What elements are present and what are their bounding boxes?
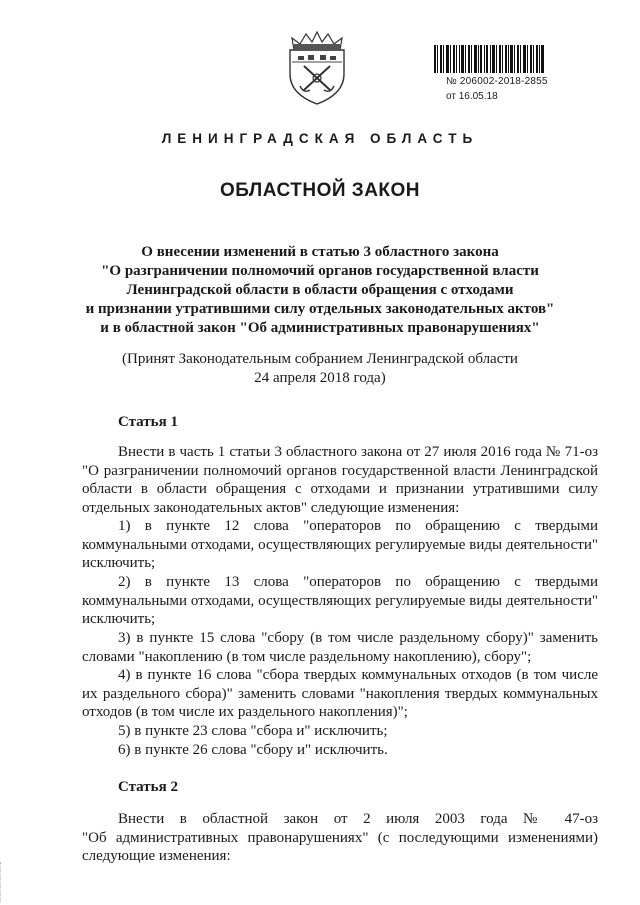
registration-date: от 16.05.18	[446, 91, 498, 102]
barcode-icon	[434, 45, 544, 73]
article-1-item-1	[82, 517, 598, 573]
article-1-intro	[82, 443, 598, 517]
text-line: 5) в пункте 23 слова "сбора и" исключить;	[118, 723, 388, 739]
text-line: их раздельного сбора)" заменить словами "накопления твердых коммунальных	[82, 685, 598, 702]
law-title-line: "О разграничении полномочий органов государственной власти	[101, 263, 539, 279]
article-1-item-2	[82, 573, 598, 629]
text-line: отходов (в том числе их раздельного накопления)";	[82, 704, 408, 721]
text-line: коммунальными отходами, осуществляющих регулируемые виды деятельности"	[82, 592, 598, 609]
text-line: 1) в пункте 12 слова "операторов по обращению с твердыми	[118, 518, 598, 534]
registration-number: № 206002-2018-2855	[446, 76, 548, 87]
text-line: 6) в пункте 26 слова "сбору и" исключить.	[118, 742, 388, 758]
law-title	[60, 243, 580, 338]
text-line: 2) в пункте 13 слова "операторов по обращению с твердыми	[118, 574, 598, 590]
law-title-line: и в областной закон "Об административных правонарушениях"	[100, 320, 540, 336]
text-line: коммунальными отходами, осуществляющих регулируемые виды деятельности"	[82, 536, 598, 553]
text-line: "Об административных правонарушениях" (с последующими изменениями)	[82, 829, 598, 846]
law-title-line: Ленинградской области в области обращения с отходами	[126, 282, 514, 298]
article-1-item-3	[82, 629, 598, 666]
text-line: 4) в пункте 16 слова "сбора твердых коммунальных отходов (в том числе	[118, 667, 598, 683]
adoption-note	[60, 350, 580, 388]
text-line: 3) в пункте 15 слова "сбору (в том числе раздельному сбору)" заменить	[118, 630, 598, 646]
law-title-line: О внесении изменений в статью 3 областного закона	[141, 244, 499, 260]
article-1-item-6	[82, 741, 598, 760]
law-title-line: и признании утратившими силу отдельных законодательных актов"	[85, 301, 555, 317]
text-line: словами "накоплению (в том числе раздельному накоплению), сбору";	[82, 648, 532, 665]
text-line: следующие изменения:	[82, 848, 231, 865]
text-line: отдельных законодательных актов" следующие изменения:	[82, 499, 460, 516]
article-2-heading: Статья 2	[118, 779, 178, 795]
text-line: Внести в часть 1 статьи 3 областного закона от 27 июля 2016 года № 71-оз	[118, 444, 598, 460]
article-1-item-5	[82, 722, 598, 741]
adoption-note-line: (Принят Законодательным собранием Ленинградской области	[122, 351, 518, 367]
text-line: исключить;	[82, 555, 156, 572]
law-type-heading: ОБЛАСТНОЙ ЗАКОН	[219, 180, 421, 201]
region-heading: ЛЕНИНГРАДСКАЯ ОБЛАСТЬ	[161, 131, 479, 146]
article-1-heading: Статья 1	[118, 414, 178, 430]
coat-of-arms-icon	[284, 30, 350, 106]
text-line: исключить;	[82, 611, 156, 628]
scan-edge-mark	[0, 862, 7, 902]
adoption-note-line: 24 апреля 2018 года)	[254, 370, 386, 386]
article-1-item-4	[82, 666, 598, 722]
text-line: "О разграничении полномочий органов государственной власти Ленинградской	[82, 462, 598, 479]
text-line: Внести в областной закон от 2 июля 2003 года № 47-оз	[118, 811, 598, 827]
article-2-intro	[82, 810, 598, 866]
text-line: области в области обращения с отходами и признании утратившими силу	[82, 481, 598, 498]
